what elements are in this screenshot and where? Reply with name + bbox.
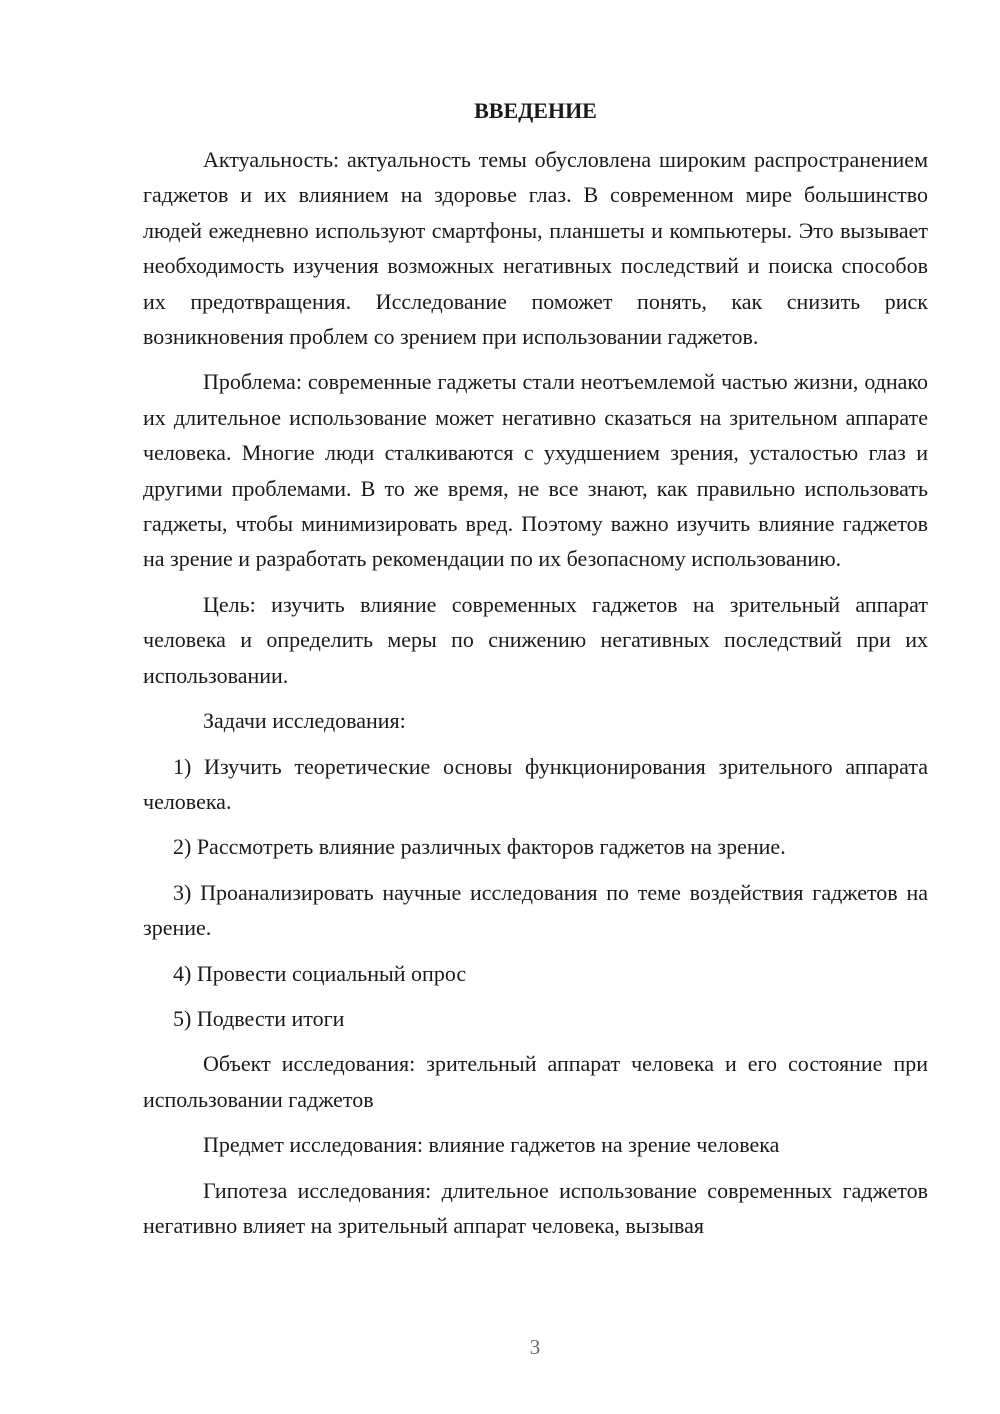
page-number: 3 bbox=[529, 1335, 541, 1359]
task-item-3: 3) Проанализировать научные исследования по теме воздействия гаджетов на зрение. bbox=[143, 879, 928, 941]
tasks-heading: Задачи исследования: bbox=[203, 708, 406, 734]
task-item-1: 1) Изучить теоретические основы функционирования зрительного аппарата человека. bbox=[143, 753, 928, 814]
goal-paragraph: Цель: изучить влияние современных гаджетов на зрительный аппарат человека и определить меры по снижению негативных последствий при их использовании. bbox=[143, 591, 928, 688]
document-body bbox=[143, 142, 928, 1243]
object-paragraph: Объект исследования: зрительный аппарат человека и его состояние при использовании гаджетов bbox=[143, 1051, 928, 1112]
relevance-paragraph: Актуальность: актуальность темы обусловлена широким распространением гаджетов и их влиянием на здоровье глаз. В современном мире большинство людей ежедневно используют смартфоны, планшеты и компьютеры. Это вызывает необходимость изучения возможных негативных последствий и поиска способов их предотвращения. Исследование поможет понять, как снизить риск возникновения проблем со зрением при использовании гаджетов. bbox=[143, 147, 928, 350]
task-item-2: 2) Рассмотреть влияние различных факторов гаджетов на зрение. bbox=[173, 834, 786, 860]
hypothesis-paragraph: Гипотеза исследования: длительное использование современных гаджетов негативно влияет на зрительный аппарат человека, вызывая bbox=[143, 1177, 928, 1238]
problem-paragraph: Проблема: современные гаджеты стали неотъемлемой частью жизни, однако их длительное использование может негативно сказаться на зрительном аппарате человека. Многие люди сталкиваются с ухудшением зрения, усталостью глаз и другими проблемами. В то же время, не все знают, как правильно использовать гаджеты, чтобы минимизировать вред. Поэтому важно изучить влияние гаджетов на зрение и разработать рекомендации по их безопасному использованию. bbox=[143, 369, 928, 572]
subject-paragraph: Предмет исследования: влияние гаджетов на зрение человека bbox=[203, 1132, 780, 1158]
section-heading: ВВЕДЕНИЕ bbox=[474, 98, 597, 123]
task-item-4: 4) Провести социальный опрос bbox=[173, 960, 467, 986]
task-item-5: 5) Подвести итоги bbox=[173, 1005, 345, 1031]
